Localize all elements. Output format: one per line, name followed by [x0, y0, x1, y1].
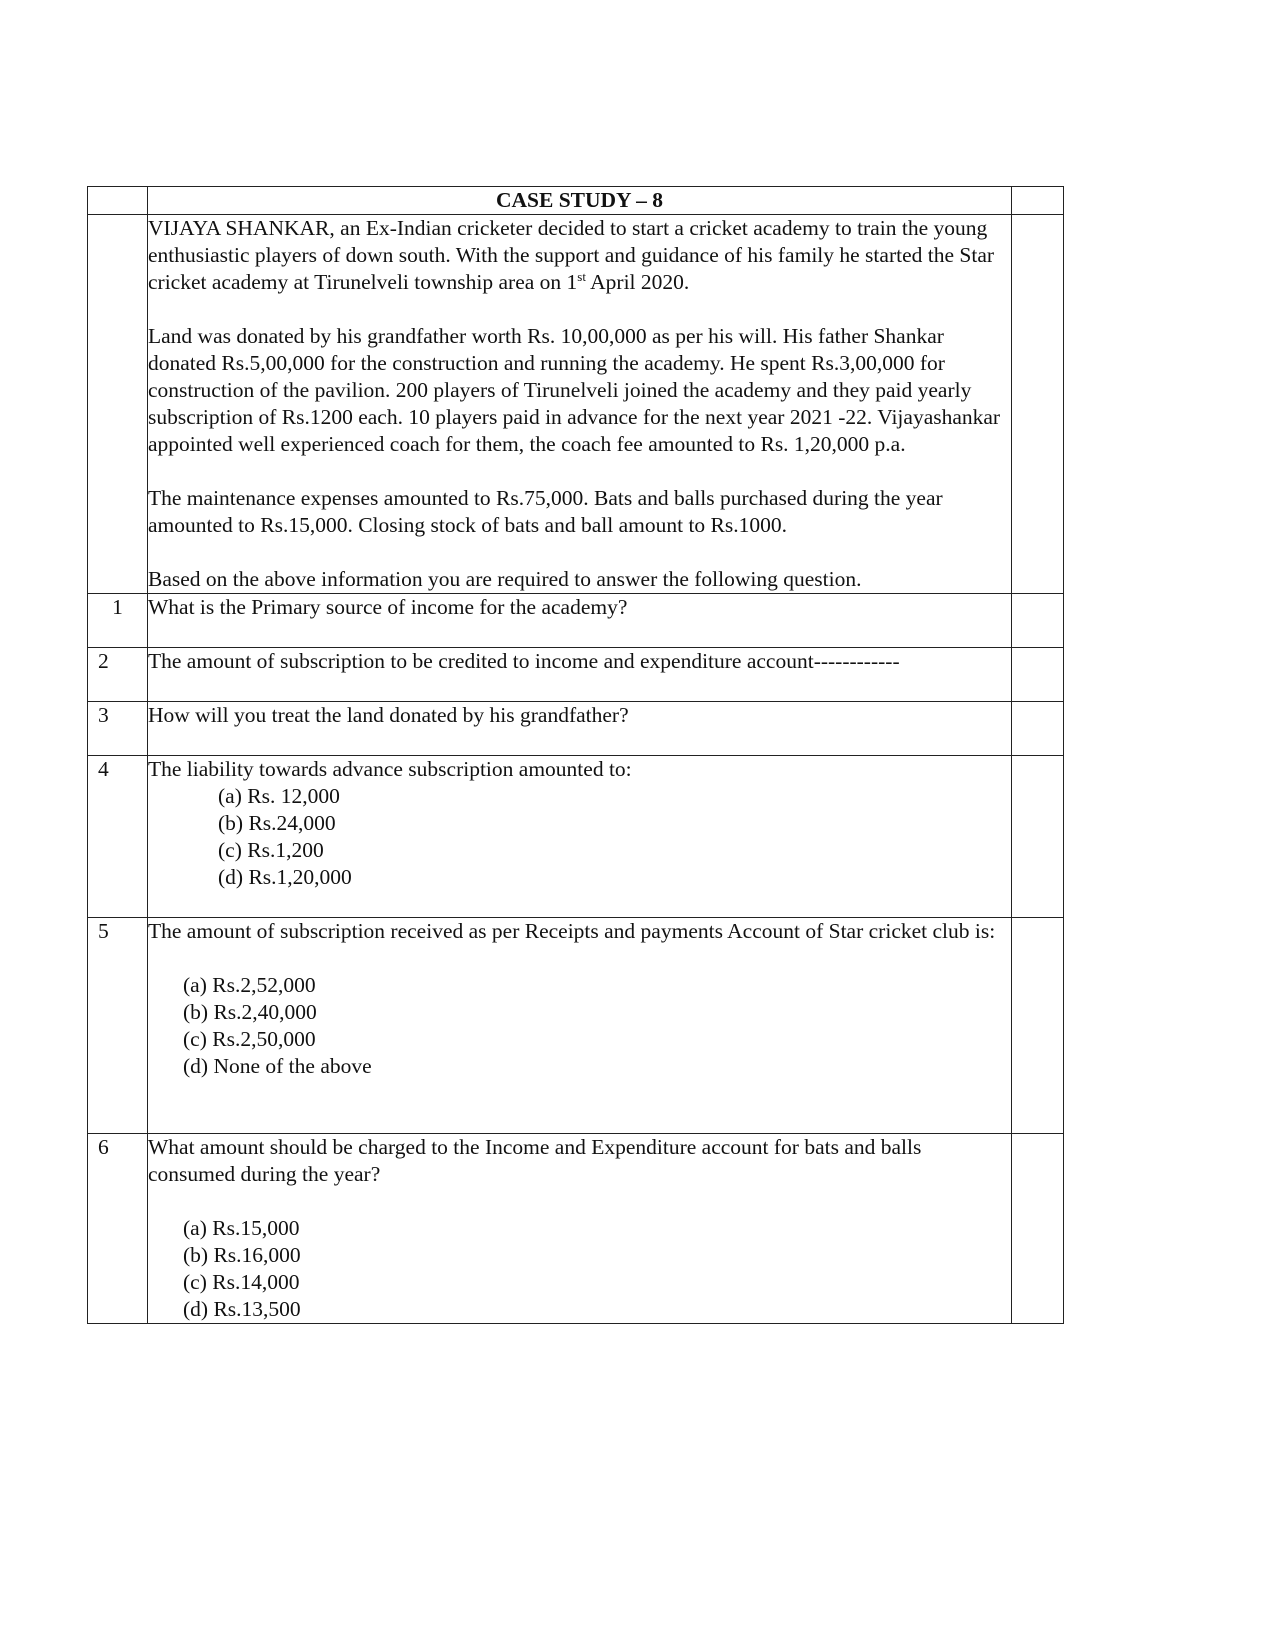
question-row-4: [88, 756, 1064, 918]
option-a: (a) Rs.15,000: [183, 1216, 300, 1240]
option-c: (c) Rs.2,50,000: [183, 1027, 316, 1051]
marks-cell: [1012, 756, 1064, 918]
question-row-6: [88, 1134, 1064, 1324]
intro-p1-text-end: April 2020.: [585, 270, 690, 294]
title-row: [88, 187, 1064, 215]
question-row-2: [88, 648, 1064, 702]
title-marks-cell: [1012, 187, 1064, 215]
option-a: (a) Rs.2,52,000: [183, 973, 316, 997]
question-row-3: [88, 702, 1064, 756]
question-text: What is the Primary source of income for the academy?: [148, 594, 1012, 648]
option-b: (b) Rs.16,000: [183, 1243, 301, 1267]
title-num-cell: [88, 187, 148, 215]
question-text: The amount of subscription to be credited to income and expenditure account------------: [148, 648, 1012, 702]
question-number: 1: [88, 594, 148, 648]
question-text: The liability towards advance subscription amounted to:: [148, 757, 632, 781]
marks-cell: [1012, 648, 1064, 702]
question-number: 5: [88, 918, 148, 1134]
question-number: 2: [88, 648, 148, 702]
option-c: (c) Rs.14,000: [183, 1270, 300, 1294]
intro-row: [88, 215, 1064, 594]
question-text: How will you treat the land donated by his grandfather?: [148, 702, 1012, 756]
option-b: (b) Rs.2,40,000: [183, 1000, 317, 1024]
question-text: The amount of subscription received as per Receipts and payments Account of Star cricket club is:: [148, 919, 996, 943]
intro-paragraph-4: Based on the above information you are required to answer the following question.: [148, 567, 862, 591]
option-a: (a) Rs. 12,000: [218, 784, 340, 808]
question-number: 6: [88, 1134, 148, 1324]
question-number: 4: [88, 756, 148, 918]
intro-paragraph-1: [148, 215, 1011, 296]
intro-paragraph-2: Land was donated by his grandfather worth Rs. 10,00,000 as per his will. His father Shankar donated Rs.5,00,000 for the construction and running the academy. He spent Rs.3,00,000 for construction of the pavilion. 200 players of Tirunelveli joined the academy and they paid yearly subscription of Rs.1200 each. 10 players paid in advance for the next year 2021 -22. Vijayashankar appointed well experienced coach for them, the coach fee amounted to Rs. 1,20,000 p.a.: [148, 324, 1001, 456]
case-study-title: CASE STUDY – 8: [148, 187, 1012, 215]
intro-num-cell: [88, 215, 148, 594]
intro-p1-superscript: st: [577, 269, 586, 284]
marks-cell: [1012, 594, 1064, 648]
option-d: (d) Rs.13,500: [183, 1297, 301, 1321]
intro-p1-text: VIJAYA SHANKAR, an Ex-Indian cricketer decided to start a cricket academy to train the young enthusiastic players of down south. With the support and guidance of his family he started the Star cricket academy at Tirunelveli township area on 1: [148, 216, 995, 294]
intro-paragraph-3: The maintenance expenses amounted to Rs.75,000. Bats and balls purchased during the year amounted to Rs.15,000. Closing stock of bats and ball amount to Rs.1000.: [148, 486, 943, 537]
question-text: What amount should be charged to the Income and Expenditure account for bats and balls consumed during the year?: [148, 1135, 922, 1186]
question-row-1: [88, 594, 1064, 648]
option-d: (d) Rs.1,20,000: [218, 865, 352, 889]
question-cell: [148, 756, 1012, 918]
marks-cell: [1012, 702, 1064, 756]
case-study-table: [87, 186, 1064, 1324]
question-number: 3: [88, 702, 148, 756]
option-b: (b) Rs.24,000: [218, 811, 336, 835]
intro-cell: [148, 215, 1012, 594]
marks-cell: [1012, 1134, 1064, 1324]
question-cell: [148, 1134, 1012, 1324]
option-c: (c) Rs.1,200: [218, 838, 324, 862]
marks-cell: [1012, 918, 1064, 1134]
question-row-5: [88, 918, 1064, 1134]
option-d: (d) None of the above: [183, 1054, 372, 1078]
intro-marks-cell: [1012, 215, 1064, 594]
question-cell: [148, 918, 1012, 1134]
case-study-sheet: [87, 186, 1063, 1324]
